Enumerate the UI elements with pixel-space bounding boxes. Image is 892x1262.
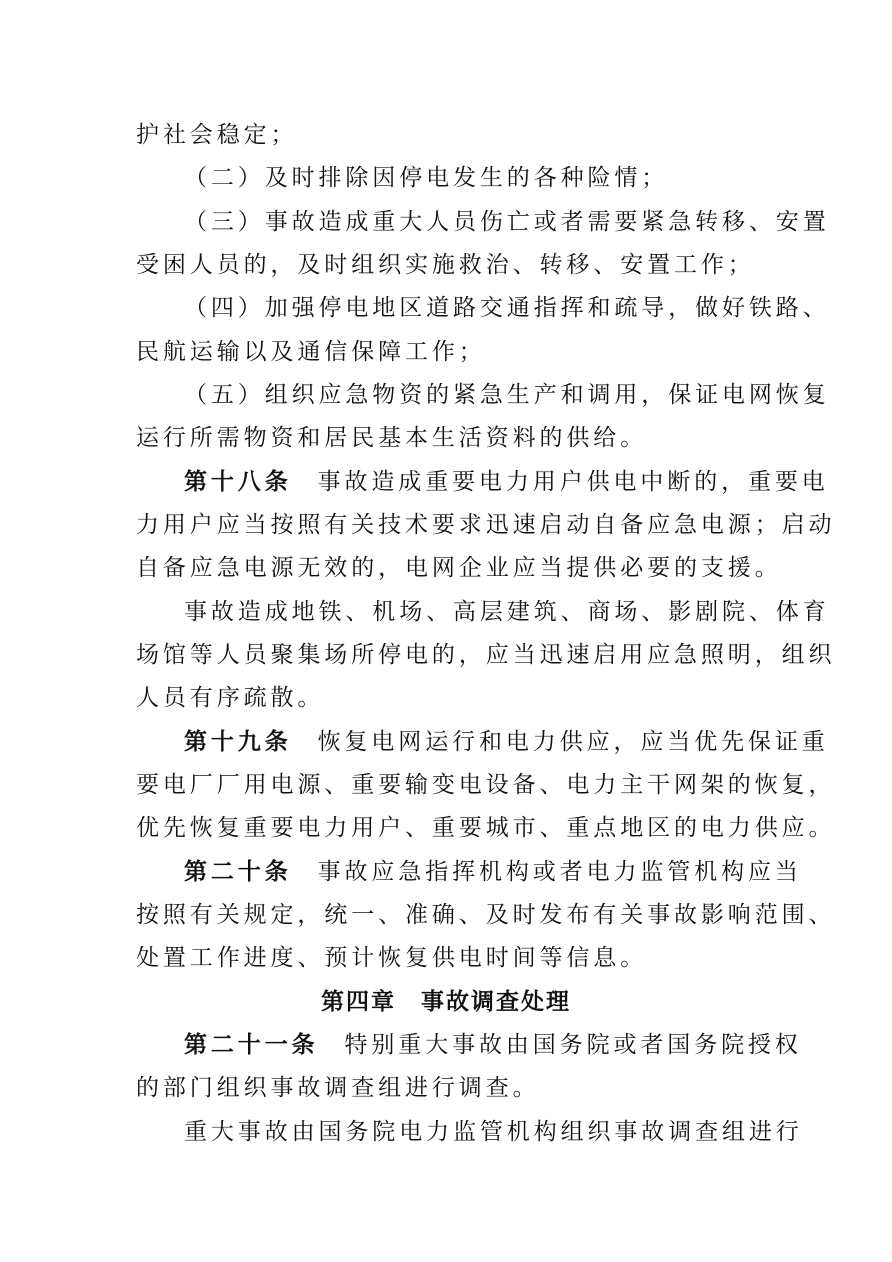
text-line: 人员有序疏散。 xyxy=(136,685,325,711)
text-line: 要电厂厂用电源、重要输变电设备、电力主干网架的恢复， xyxy=(136,772,836,798)
article-21-heading: 第二十一条 xyxy=(184,1031,319,1058)
text-line: 事故造成重要电力用户供电中断的，重要电 xyxy=(317,469,829,495)
text-line: 运行所需物资和居民基本生活资料的供给。 xyxy=(136,425,648,451)
text-line: 的部门组织事故调查组进行调查。 xyxy=(136,1075,540,1101)
article-18-line xyxy=(184,467,829,497)
article-20-line xyxy=(184,857,802,887)
text-line: 特别重大事故由国务院或者国务院授权 xyxy=(344,1032,802,1058)
text-line: 恢复电网运行和电力供应，应当优先保证重 xyxy=(317,729,829,755)
text-line: 重大事故由国务院电力监管机构组织事故调查组进行 xyxy=(184,1119,803,1145)
article-18-heading: 第十八条 xyxy=(184,468,292,495)
text-line: （二）及时排除因停电发生的各种险情； xyxy=(184,165,669,191)
article-19-heading: 第十九条 xyxy=(184,728,292,755)
text-line: 护社会稳定； xyxy=(136,122,298,148)
text-line: 力用户应当按照有关技术要求迅速启动自备应急电源；启动 xyxy=(136,512,836,538)
text-line: 受困人员的，及时组织实施救治、转移、安置工作； xyxy=(136,252,755,278)
text-line: 事故造成地铁、机场、高层建筑、商场、影剧院、体育 xyxy=(184,599,830,625)
chapter-heading: 第四章 事故调查处理 xyxy=(321,988,571,1015)
text-line: 事故应急指挥机构或者电力监管机构应当 xyxy=(317,859,802,885)
text-line: 自备应急电源无效的，电网企业应当提供必要的支援。 xyxy=(136,555,782,581)
text-line: 场馆等人员聚集场所停电的，应当迅速启用应急照明，组织 xyxy=(136,642,836,668)
article-21-line xyxy=(184,1030,802,1060)
text-line: 按照有关规定，统一、准确、及时发布有关事故影响范围、 xyxy=(136,902,836,928)
text-line: （五）组织应急物资的紧急生产和调用，保证电网恢复 xyxy=(184,382,830,408)
article-19-line xyxy=(184,727,829,757)
article-20-heading: 第二十条 xyxy=(184,858,292,885)
text-line: （三）事故造成重大人员伤亡或者需要紧急转移、安置 xyxy=(184,209,830,235)
text-line: （四）加强停电地区道路交通指挥和疏导，做好铁路、 xyxy=(184,295,830,321)
text-line: 民航运输以及通信保障工作； xyxy=(136,339,486,365)
text-line: 优先恢复重要电力用户、重要城市、重点地区的电力供应。 xyxy=(136,815,836,841)
text-line: 处置工作进度、预计恢复供电时间等信息。 xyxy=(136,945,648,971)
